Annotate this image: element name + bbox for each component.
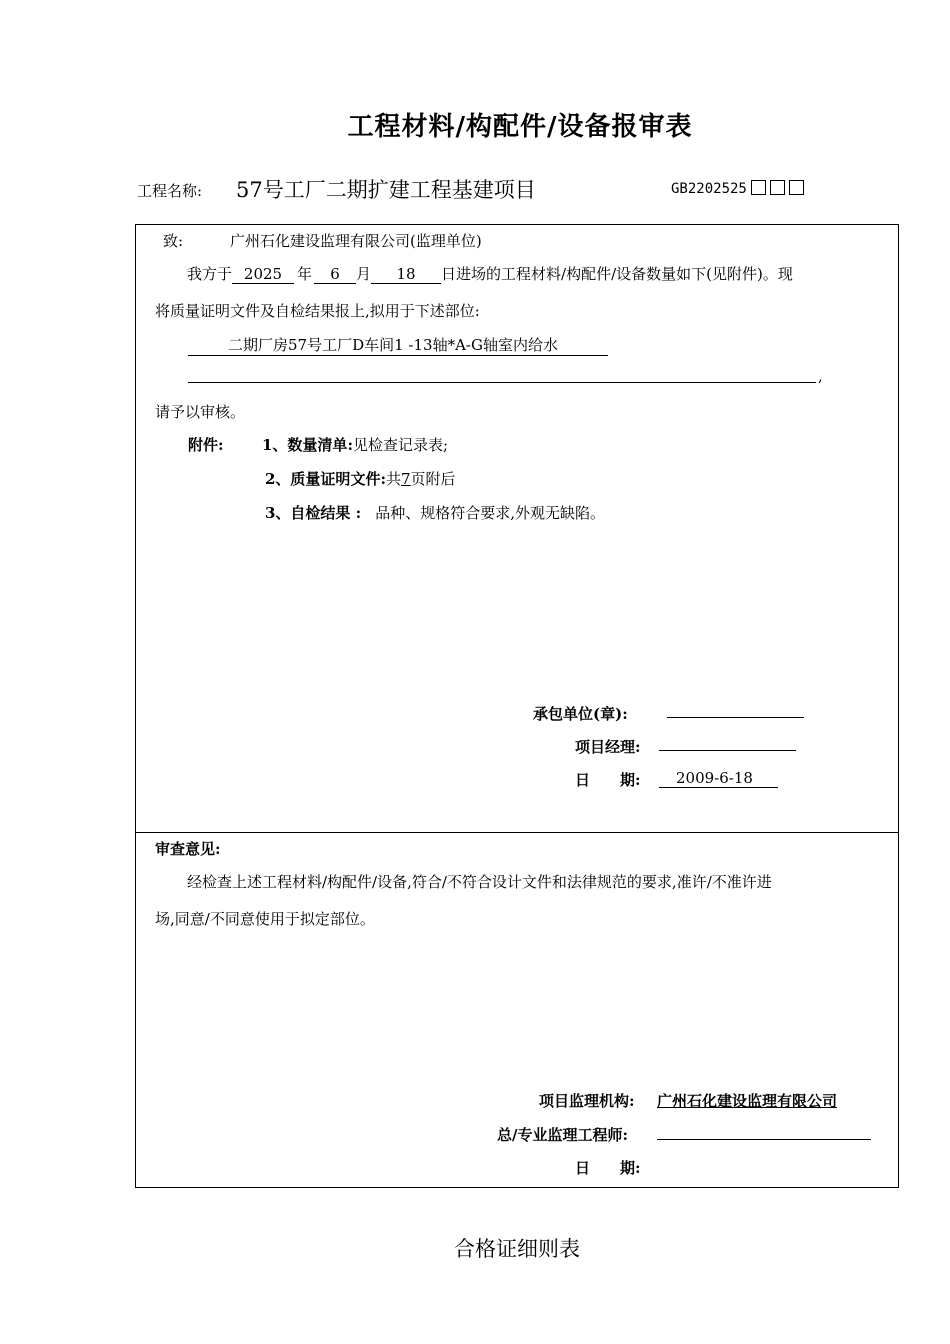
arrival-line bbox=[187, 263, 793, 284]
attachment-item-2 bbox=[265, 468, 456, 489]
project-manager-label: 项目经理: bbox=[575, 738, 641, 756]
arrival-prefix: 我方于 bbox=[187, 265, 233, 283]
page-title: 工程材料/构配件/设备报审表 bbox=[347, 112, 693, 142]
project-manager-signature-line[interactable] bbox=[659, 750, 796, 751]
attachment-label: 附件: bbox=[188, 436, 224, 454]
checkbox-icon[interactable] bbox=[789, 180, 804, 195]
submission-date-label: 日 期: bbox=[575, 771, 641, 789]
footer-caption: 合格证细则表 bbox=[454, 1237, 580, 1261]
form-code bbox=[671, 180, 804, 197]
item2-pages: 7 bbox=[401, 470, 411, 488]
supervision-org-value: 广州石化建设监理有限公司 bbox=[657, 1092, 838, 1110]
project-name-value: 57号工厂二期扩建工程基建项目 bbox=[236, 178, 536, 202]
item3-label: 3、自检结果 : bbox=[265, 504, 362, 522]
item2-prefix: 共 bbox=[385, 470, 401, 488]
submission-date-value: 2009-6-18 bbox=[659, 769, 778, 788]
item1-label: 1、数量清单: bbox=[262, 436, 353, 454]
checkbox-icon[interactable] bbox=[770, 180, 785, 195]
item3-value: 品种、规格符合要求,外观无缺陷。 bbox=[375, 504, 605, 522]
supervision-org-label: 项目监理机构: bbox=[539, 1092, 635, 1110]
item2-suffix: 页附后 bbox=[410, 470, 456, 488]
arrival-year: 2025 bbox=[232, 265, 294, 284]
section-divider bbox=[135, 832, 899, 833]
attachment-item-3 bbox=[265, 502, 605, 523]
item2-label: 2、质量证明文件: bbox=[265, 470, 386, 488]
blank-line bbox=[188, 382, 816, 383]
checkbox-icon[interactable] bbox=[751, 180, 766, 195]
to-value: 广州石化建设监理有限公司(监理单位) bbox=[230, 232, 482, 250]
review-text-1: 经检查上述工程材料/构配件/设备,符合/不符合设计文件和法律规范的要求,准许/不准许进 bbox=[187, 873, 772, 891]
to-label: 致: bbox=[163, 232, 184, 250]
review-text-2: 场,同意/不同意使用于拟定部位。 bbox=[155, 910, 375, 928]
attachment-item-1 bbox=[262, 434, 448, 455]
form-code-text: GB2202525 bbox=[671, 181, 747, 197]
arrival-suffix: 日进场的工程材料/构配件/设备数量如下(见附件)。现 bbox=[441, 265, 793, 283]
contractor-signature-line[interactable] bbox=[667, 717, 804, 718]
chief-engineer-label: 总/专业监理工程师: bbox=[497, 1126, 629, 1144]
location-value: 二期厂房57号工厂D车间1 -13轴*A-G轴室内给水 bbox=[188, 334, 608, 356]
form-frame bbox=[135, 224, 899, 1188]
review-label: 审查意见: bbox=[155, 840, 221, 858]
project-name-label: 工程名称: bbox=[137, 182, 203, 200]
year-unit: 年 bbox=[297, 265, 313, 283]
review-request: 请予以审核。 bbox=[155, 403, 246, 421]
arrival-day: 18 bbox=[371, 265, 441, 284]
review-date-label: 日 期: bbox=[575, 1159, 641, 1177]
contractor-label: 承包单位(章): bbox=[533, 705, 628, 723]
arrival-month: 6 bbox=[314, 265, 356, 284]
comma: , bbox=[818, 367, 823, 385]
chief-engineer-signature-line[interactable] bbox=[657, 1139, 871, 1140]
month-unit: 月 bbox=[356, 265, 372, 283]
submission-text-2: 将质量证明文件及自检结果报上,拟用于下述部位: bbox=[155, 302, 480, 320]
item1-value: 见检查记录表; bbox=[352, 436, 449, 454]
